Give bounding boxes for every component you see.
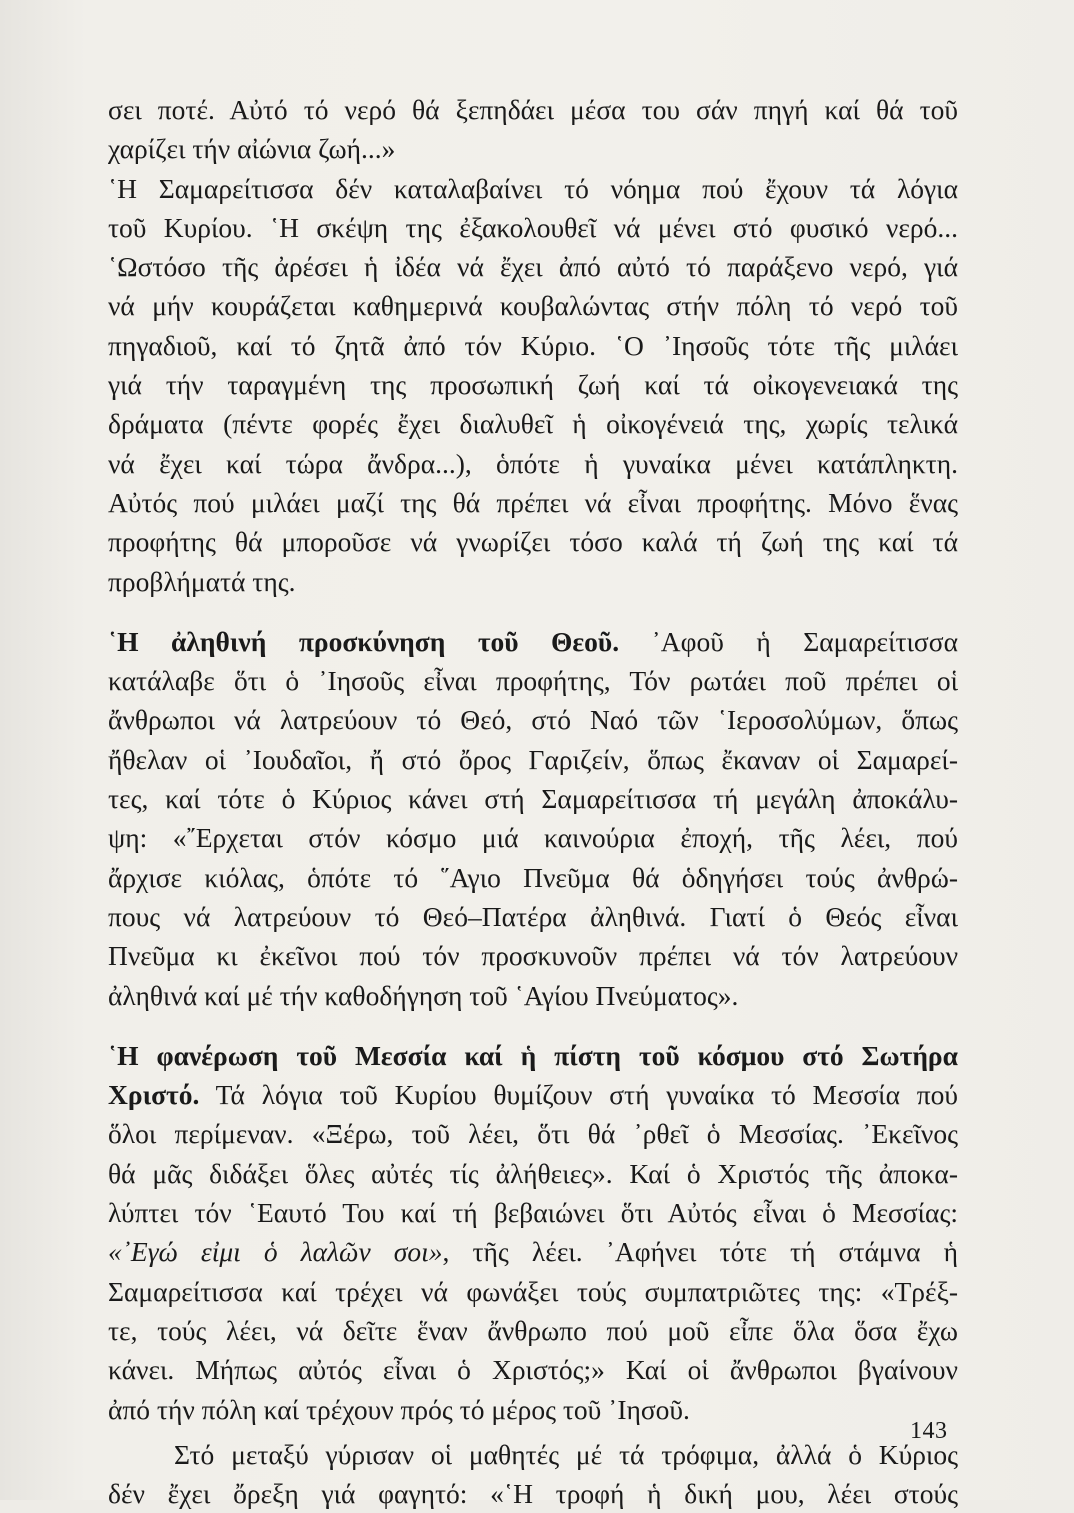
text-line: νά ἔχει καί τώρα ἄνδρα...), ὁπότε ἡ γυναίκα μένει κατάπληκτη. xyxy=(108,447,958,479)
italic-quote: «᾿Εγώ εἰμι ὁ λαλῶν σοι» xyxy=(108,1236,443,1268)
text-line: Αὐτός πού μιλάει μαζί της θά πρέπει νά εἶναι προφήτης. Μόνο ἕνας xyxy=(108,486,958,518)
text-line: ἄνθρωποι νά λατρεύουν τό Θεό, στό Ναό τῶν ῾Ιεροσολύμων, ὅπως xyxy=(108,704,958,736)
text-line: γιά τήν ταραγμένη της προσωπική ζωή καί τά οἰκογενειακά της xyxy=(108,369,958,401)
text-run: , τῆς λέει. ᾿Αφήνει τότε τή στάμνα ἡ xyxy=(442,1236,958,1268)
text-line xyxy=(108,1036,958,1075)
text-line xyxy=(108,1232,958,1271)
text-line: τες, καί τότε ὁ Κύριος κάνει στή Σαμαρείτισσα τή μεγάλη ἀποκάλυ- xyxy=(108,783,958,815)
paragraph-1 xyxy=(108,90,958,601)
section-heading-end: Χριστό. xyxy=(108,1079,200,1111)
text-line: δράματα (πέντε φορές ἔχει διαλυθεῖ ἡ οἰκογένειά της, χωρίς τελικά xyxy=(108,408,958,440)
text-line: ἀληθινά καί μέ τήν καθοδήγηση τοῦ ῾Αγίου Πνεύματος». xyxy=(108,979,739,1011)
text-line: ῾Ωστόσο τῆς ἀρέσει ἡ ἰδέα νά ἔχει ἀπό αὐτό τό παράξενο νερό, γιά xyxy=(108,251,958,283)
text-line: ἤθελαν οἱ ᾿Ιουδαῖοι, ἤ στό ὄρος Γαριζείν, ὅπως ἔκαναν οἱ Σαμαρεί- xyxy=(108,743,958,775)
text-line: ἄρχισε κιόλας, ὁπότε τό ῞Αγιο Πνεῦμα θά ὁδηγήσει τούς ἀνθρώ- xyxy=(108,861,958,893)
text-line: ἀπό τήν πόλη καί τρέχουν πρός τό μέρος τοῦ ᾿Ιησοῦ. xyxy=(108,1393,690,1425)
text-line: Στό μεταξύ γύρισαν οἱ μαθητές μέ τά τρόφιμα, ἀλλά ὁ Κύριος xyxy=(174,1438,958,1470)
paragraph-2 xyxy=(108,622,958,1015)
text-line: νά μήν κουράζεται καθημερινά κουβαλώντας στήν πόλη τό νερό τοῦ xyxy=(108,290,958,322)
text-line: ῾Η Σαμαρείτισσα δέν καταλαβαίνει τό νόημα πού ἔχουν τά λόγια xyxy=(108,172,958,204)
text-line: ὅλοι περίμεναν. «Ξέρω, τοῦ λέει, ὅτι θά ᾿ρθεῖ ὁ Μεσσίας. ᾿Εκεῖνος xyxy=(108,1118,958,1150)
text-line: σει ποτέ. Αὐτό τό νερό θά ξεπηδάει μέσα του σάν πηγή καί θά τοῦ xyxy=(108,94,958,125)
text-line: προφήτης θά μποροῦσε νά γνωρίζει τόσο καλά τή ζωή της καί τά xyxy=(108,526,958,558)
text-line: θά μᾶς διδάξει ὅλες αὐτές τίς ἀλήθειες». Καί ὁ Χριστός τῆς ἀποκα- xyxy=(108,1157,958,1189)
text-line xyxy=(108,622,958,661)
text-line: πους νά λατρεύουν τό Θεό–Πατέρα ἀληθινά. Γιατί ὁ Θεός εἶναι xyxy=(108,900,958,932)
text-line: προβλήματά της. xyxy=(108,565,296,597)
text-line: λύπτει τόν ῾Εαυτό Του καί τή βεβαιώνει ὅτι Αὐτός εἶναι ὁ Μεσσίας: xyxy=(108,1197,958,1229)
text-run: ᾿Αφοῦ ἡ Σαμαρείτισσα xyxy=(619,625,958,657)
text-line: Σαμαρείτισσα καί τρέχει νά φωνάξει τούς συμπατριῶτες της: «Τρέξ- xyxy=(108,1275,958,1307)
text-line: δέν ἔχει ὄρεξη γιά φαγητό: «῾Η τροφή ἡ δική μου, λέει στούς xyxy=(108,1478,958,1510)
text-line: τοῦ Κυρίου. ῾Η σκέψη της ἐξακολουθεῖ νά μένει στό φυσικό νερό... xyxy=(108,211,958,243)
text-line: χαρίζει τήν αἰώνια ζωή...» xyxy=(108,133,396,165)
page-number: 143 xyxy=(910,1418,948,1444)
text-run: Τά λόγια τοῦ Κυρίου θυμίζουν στή γυναίκα τό Μεσσία πού xyxy=(199,1079,958,1111)
text-line: τε, τούς λέει, νά δεῖτε ἕναν ἄνθρωπο πού μοῦ εἶπε ὅλα ὅσα ἔχω xyxy=(108,1314,958,1346)
text-line: κάνει. Μήπως αὐτός εἶναι ὁ Χριστός;» Καί οἱ ἄνθρωποι βγαίνουν xyxy=(108,1354,958,1386)
page-body xyxy=(108,90,958,1513)
section-heading: ῾Η φανέρωση τοῦ Μεσσία καί ἡ πίστη τοῦ κόσμου στό Σωτήρα xyxy=(108,1039,958,1071)
text-line: Πνεῦμα κι ἐκεῖνοι πού τόν προσκυνοῦν πρέπει νά τόν λατρεύουν xyxy=(108,940,958,972)
text-line: πηγαδιοῦ, καί τό ζητᾶ ἀπό τόν Κύριο. ῾Ο ᾿Ιησοῦς τότε τῆς μιλάει xyxy=(108,329,958,361)
section-heading: ῾Η ἀληθινή προσκύνηση τοῦ Θεοῦ. xyxy=(108,625,620,657)
paragraph-3 xyxy=(108,1036,958,1429)
text-line: ψη: «῎Ερχεται στόν κόσμο μιά καινούρια ἐποχή, τῆς λέει, πού xyxy=(108,822,958,854)
text-line: κατάλαβε ὅτι ὁ ᾿Ιησοῦς εἶναι προφήτης, Τόν ρωτάει ποῦ πρέπει οἱ xyxy=(108,665,958,697)
text-line xyxy=(108,1075,958,1114)
paragraph-4 xyxy=(108,1435,958,1513)
